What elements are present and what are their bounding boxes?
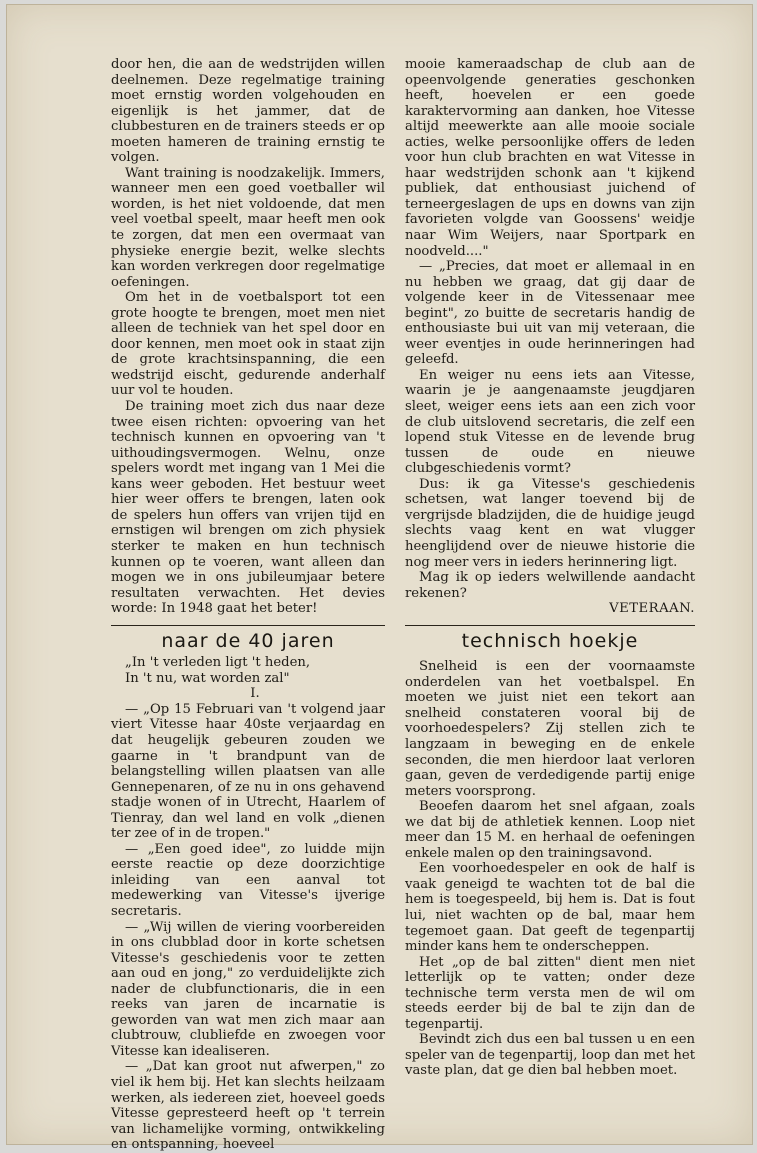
- epigraph-line: „In 't verleden ligt 't heden,: [125, 655, 311, 671]
- paragraph: door hen, die aan de wedstrijden willen deelnemen. Deze regelmatige training moet ernstig worden volgehouden en eigenlijk is het jammer, dat de clubbesturen en de trainers steeds er op moeten hameren de training ernstig te volgen.: [111, 57, 385, 166]
- paragraph: De training moet zich dus naar deze twee eisen richten: opvoering van het technisch kunnen en opvoering van 't uithoudingsvermogen. Welnu, onze spelers wordt met ingang van 1 Mei die kans weer geboden. Het bestuur weet hier weer offers te brengen, laten ook de spelers hun offers van vrijen tijd en ernstigen wil brengen om zich physiek sterker te maken en hun technisch kunnen op te voeren, want alleen dan mogen we in ons jubileumjaar betere resultaten verwachten. Het devies worde: In 1948 gaat het beter!: [111, 399, 385, 617]
- paragraph: Beoefen daarom het snel afgaan, zoals we dat bij de athletiek kennen. Loop niet meer dan 15 M. en herhaal de oefeningen enkele malen op den trainingsavond.: [405, 799, 695, 861]
- section-divider: [111, 625, 385, 626]
- paragraph: Want training is noodzakelijk. Immers, wanneer men een goed voetballer wil worden, is het niet voldoende, dat men veel voetbal speelt, maar heeft men ook te zorgen, dat men een overmaat van physieke energie bezit, welke slechts kan worden verkregen door regelmatige oefeningen.: [111, 165, 385, 290]
- paragraph: Bevindt zich dus een bal tussen u en een speler van de tegenpartij, loop dan met het vaste plan, dat ge dien bal hebben moet.: [405, 1032, 695, 1079]
- paragraph: mooie kameraadschap de club aan de opeenvolgende generaties geschonken heeft, hoevelen er een goede karaktervorming aan danken, hoe Vitesse altijd meewerkte aan alle mooie sociale acties, welke persoonlijke offers de leden voor hun club brachten en wat Vitesse in haar wedstrijden schonk aan 't kijkend publiek, dat enthousiast juichend of terneergeslagen de ups en downs van zijn favorieten volgde van Goossens' weidje naar Wim Weijers, naar Sportpark en noodveld....": [405, 57, 695, 259]
- paragraph: Een voorhoedespeler en ook de half is vaak geneigd te wachten tot de bal die hem is toegespeeld, bij hem is. Dat is fout lui, niet wachten op de bal, maar hem tegemoet gaan. Dat geeft de tegenpartij minder kans hem te onderscheppen.: [405, 861, 695, 955]
- section-number: I.: [250, 686, 260, 702]
- paragraph: En weiger nu eens iets aan Vitesse, waarin je je aangenaamste jeugdjaren sleet, weiger eens iets aan een zich voor de club uitslovend secretaris, die zelf een lopend stuk Vitesse en de levende brug tussen de oude en nieuwe clubgeschiedenis vormt?: [405, 367, 695, 477]
- newsletter-page: [6, 4, 753, 1153]
- right-column: [405, 57, 695, 1079]
- paragraph: Dus: ik ga Vitesse's geschiedenis schetsen, wat langer toevend bij de vergrijsde bladzijden, die de huidige jeugd slechts vaag kent en wat vlugger heenglijdend over de nieuwe historie die nog meer vers in ieders herinnering ligt.: [405, 476, 695, 570]
- paragraph: — „Dat kan groot nut afwerpen," zo viel ik hem bij. Het kan slechts heilzaam werken, als iedereen ziet, hoeveel goeds Vitesse gepresteerd heeft op 't terrein van lichamelijke vorming, ontwikkeling en ontspanning, hoeveel: [111, 1059, 385, 1153]
- paragraph: Om het in de voetbalsport tot een grote hoogte te brengen, moet men niet alleen de techniek van het spel door en door kennen, men moet ook in staat zijn de grote krachtsinspanning, die een wedstrijd eischt, gedurende anderhalf uur vol te houden.: [111, 290, 385, 399]
- left-column: [111, 57, 385, 1153]
- paragraph: Mag ik op ieders welwillende aandacht rekenen?: [405, 570, 695, 601]
- section-divider: [405, 625, 695, 626]
- epigraph-line: In 't nu, wat worden zal": [125, 670, 290, 686]
- paragraph: — „Precies, dat moet er allemaal in en nu hebben we graag, dat gij daar de volgende keer in de Vitessenaar mee begint", zo buitte de secretaris handig de enthousiaste bui uit van mij veteraan, die weer eventjes in oude herinneringen had geleefd.: [405, 259, 695, 368]
- paragraph: Het „op de bal zitten" dient men niet letterlijk op te vatten; onder deze technische term versta men de wil om steeds eerder bij de bal te zijn dan de tegenpartij.: [405, 954, 695, 1032]
- author-signature: VETERAAN.: [609, 601, 695, 617]
- paragraph: — „Wij willen de viering voorbereiden in ons clubblad door in korte schetsen Vitesse's geschiedenis voor te zetten aan oud en jong," zo verduidelijkte zich nader de clubfunctionaris, die in een reeks van jaren de incarnatie is geworden van wat men zich maar aan clubtrouw, clubliefde en zwoegen voor Vitesse kan idealiseren.: [111, 919, 385, 1059]
- paragraph: — „Een goed idee", zo luidde mijn eerste reactie op deze doorzichtige inleiding van een aanval tot medewerking van Vitesse's ijverige secretaris.: [111, 841, 385, 919]
- article-title: naar de 40 jaren: [161, 629, 335, 652]
- paragraph: — „Op 15 Februari van 't volgend jaar viert Vitesse haar 40ste verjaardag en dat heugelijk gebeuren zouden we gaarne in 't brandpunt van de belangstelling willen plaatsen van alle Gennepenaren, of ze nu in ons gehavend stadje wonen of in Utrecht, Haarlem of Tienray, dan wel land en volk „dienen ter zee of in de tropen.": [111, 701, 385, 842]
- article-title: technisch hoekje: [461, 629, 639, 652]
- paragraph: Snelheid is een der voornaamste onderdelen van het voetbalspel. En moeten we juist niet een tekort aan snelheid constateren vooral bij de voorhoedespelers? Zij stellen zich te langzaam in beweging en de enkele seconden, die men hierdoor laat verloren gaan, geven de verdedigende partij enige meters voorsprong.: [405, 659, 695, 799]
